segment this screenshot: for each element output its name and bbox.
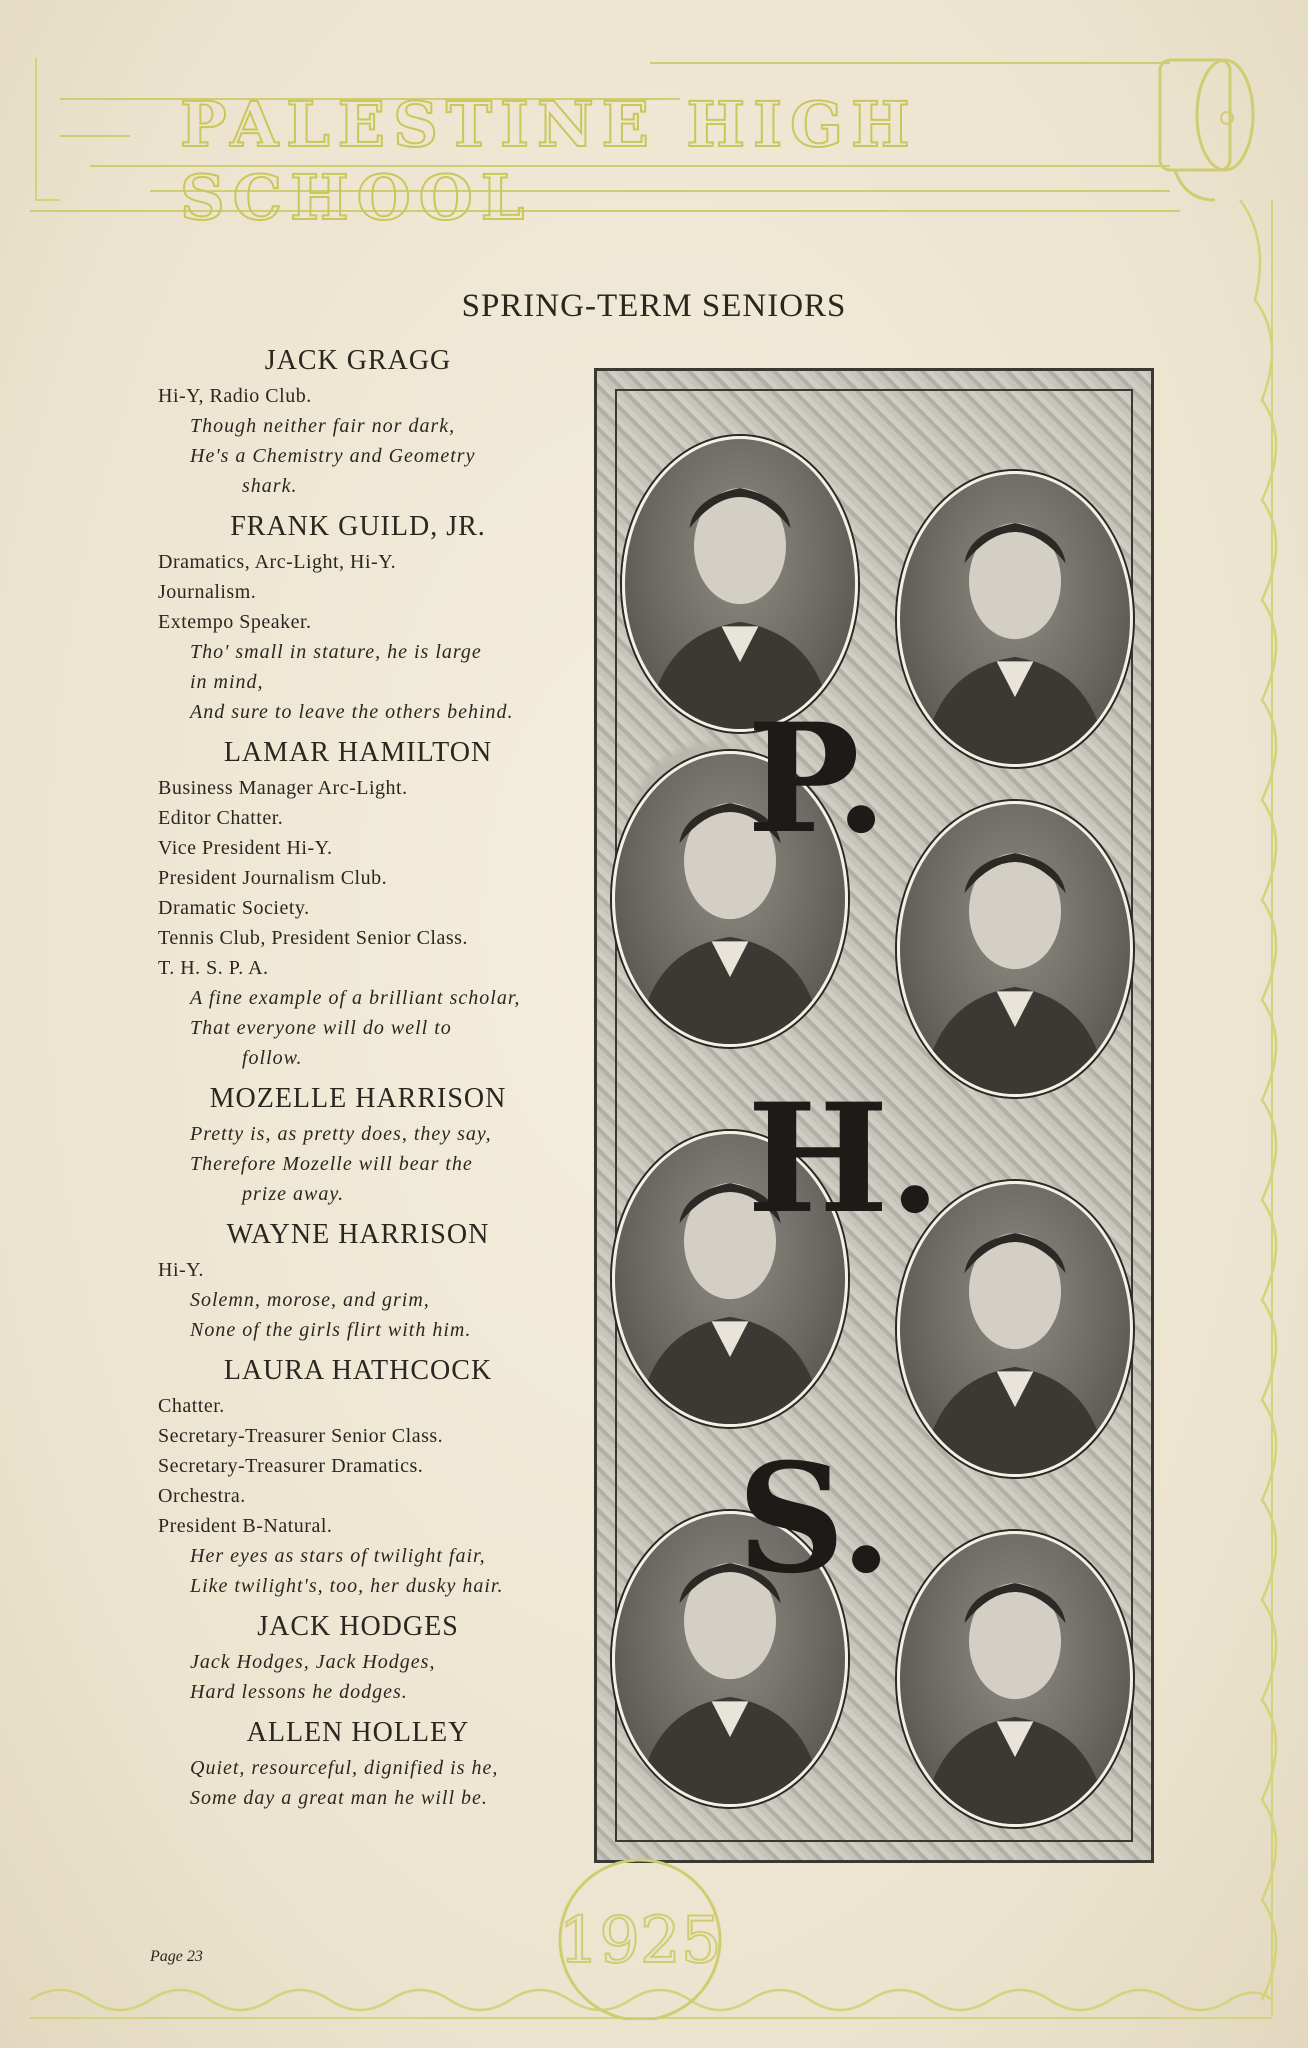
senior-entry: [158, 737, 558, 1073]
senior-activity: Chatter.: [158, 1395, 225, 1417]
senior-verse-line: Her eyes as stars of twilight fair,: [190, 1545, 486, 1567]
class-year-emblem: [540, 1840, 740, 2020]
senior-name: WAYNE HARRISON: [226, 1219, 490, 1250]
senior-verse-line: Like twilight's, too, her dusky hair.: [190, 1575, 504, 1597]
panel-letter: H.: [747, 1071, 941, 1247]
page-number: Page 23: [150, 1948, 203, 1965]
senior-activity: Secretary-Treasurer Senior Class.: [158, 1425, 444, 1447]
senior-activity: Journalism.: [158, 581, 257, 603]
senior-entry: [158, 1083, 558, 1209]
senior-verse-line: Solemn, morose, and grim,: [190, 1289, 430, 1311]
senior-verse-line: Quiet, resourceful, dignified is he,: [190, 1757, 499, 1779]
senior-activity: T. H. S. P. A.: [158, 957, 269, 979]
senior-verse-line: Some day a great man he will be.: [190, 1787, 488, 1809]
senior-verse-line: He's a Chemistry and Geometry: [190, 445, 476, 467]
senior-verse-line: Jack Hodges, Jack Hodges,: [190, 1651, 436, 1673]
senior-portrait: [897, 471, 1133, 767]
senior-activity: Secretary-Treasurer Dramatics.: [158, 1455, 424, 1477]
section-heading: SPRING-TERM SENIORS: [461, 288, 847, 324]
senior-verse-line: Tho' small in stature, he is large: [190, 641, 482, 663]
senior-activity: Vice President Hi-Y.: [158, 837, 333, 859]
senior-name: LAURA HATHCOCK: [223, 1355, 493, 1386]
senior-activity: Editor Chatter.: [158, 807, 284, 829]
senior-portrait: [622, 436, 858, 732]
senior-name: ALLEN HOLLEY: [246, 1717, 470, 1748]
senior-name: MOZELLE HARRISON: [209, 1083, 507, 1114]
senior-verse-line: Therefore Mozelle will bear the: [190, 1153, 473, 1175]
senior-activity: Extempo Speaker.: [158, 611, 312, 633]
senior-activity: President B-Natural.: [158, 1515, 333, 1537]
senior-name: JACK GRAGG: [264, 345, 452, 376]
senior-entry: [158, 1611, 558, 1707]
senior-activity: Business Manager Arc-Light.: [158, 777, 408, 799]
portrait-panel: [594, 368, 1154, 1863]
senior-name: FRANK GUILD, JR.: [230, 511, 486, 542]
senior-name: LAMAR HAMILTON: [223, 737, 493, 768]
senior-verse-line: shark.: [242, 475, 298, 497]
emblem-year: 1925: [558, 1904, 722, 1978]
senior-activity: Hi-Y.: [158, 1259, 205, 1281]
senior-activity: Hi-Y, Radio Club.: [158, 385, 312, 407]
senior-verse-line: Though neither fair nor dark,: [190, 415, 456, 437]
senior-name: JACK HODGES: [257, 1611, 459, 1642]
panel-letter: S.: [737, 1431, 893, 1607]
school-title: PALESTINE HIGH SCHOOL: [180, 88, 918, 234]
senior-verse-line: Pretty is, as pretty does, they say,: [190, 1123, 492, 1145]
senior-entry: [158, 345, 558, 501]
senior-verse-line: follow.: [242, 1047, 303, 1069]
senior-portrait: [897, 801, 1133, 1097]
senior-entry: [158, 1219, 558, 1345]
senior-verse-line: And sure to leave the others behind.: [190, 701, 514, 723]
senior-portrait: [897, 1531, 1133, 1827]
senior-verse-line: That everyone will do well to: [190, 1017, 452, 1039]
senior-verse-line: prize away.: [242, 1183, 345, 1205]
seniors-list: [158, 335, 558, 1813]
senior-entry: [158, 511, 558, 727]
senior-activity: Tennis Club, President Senior Class.: [158, 927, 468, 949]
senior-activity: Dramatics, Arc-Light, Hi-Y.: [158, 551, 397, 573]
senior-entry: [158, 1717, 558, 1813]
senior-verse-line: None of the girls flirt with him.: [190, 1319, 472, 1341]
senior-activity: Dramatic Society.: [158, 897, 310, 919]
senior-activity: Orchestra.: [158, 1485, 246, 1507]
senior-entry: [158, 1355, 558, 1601]
senior-activity: President Journalism Club.: [158, 867, 388, 889]
senior-verse-line: in mind,: [190, 671, 264, 693]
panel-letter: P.: [747, 691, 888, 867]
senior-verse-line: A fine example of a brilliant scholar,: [190, 987, 521, 1009]
senior-verse-line: Hard lessons he dodges.: [190, 1681, 408, 1703]
